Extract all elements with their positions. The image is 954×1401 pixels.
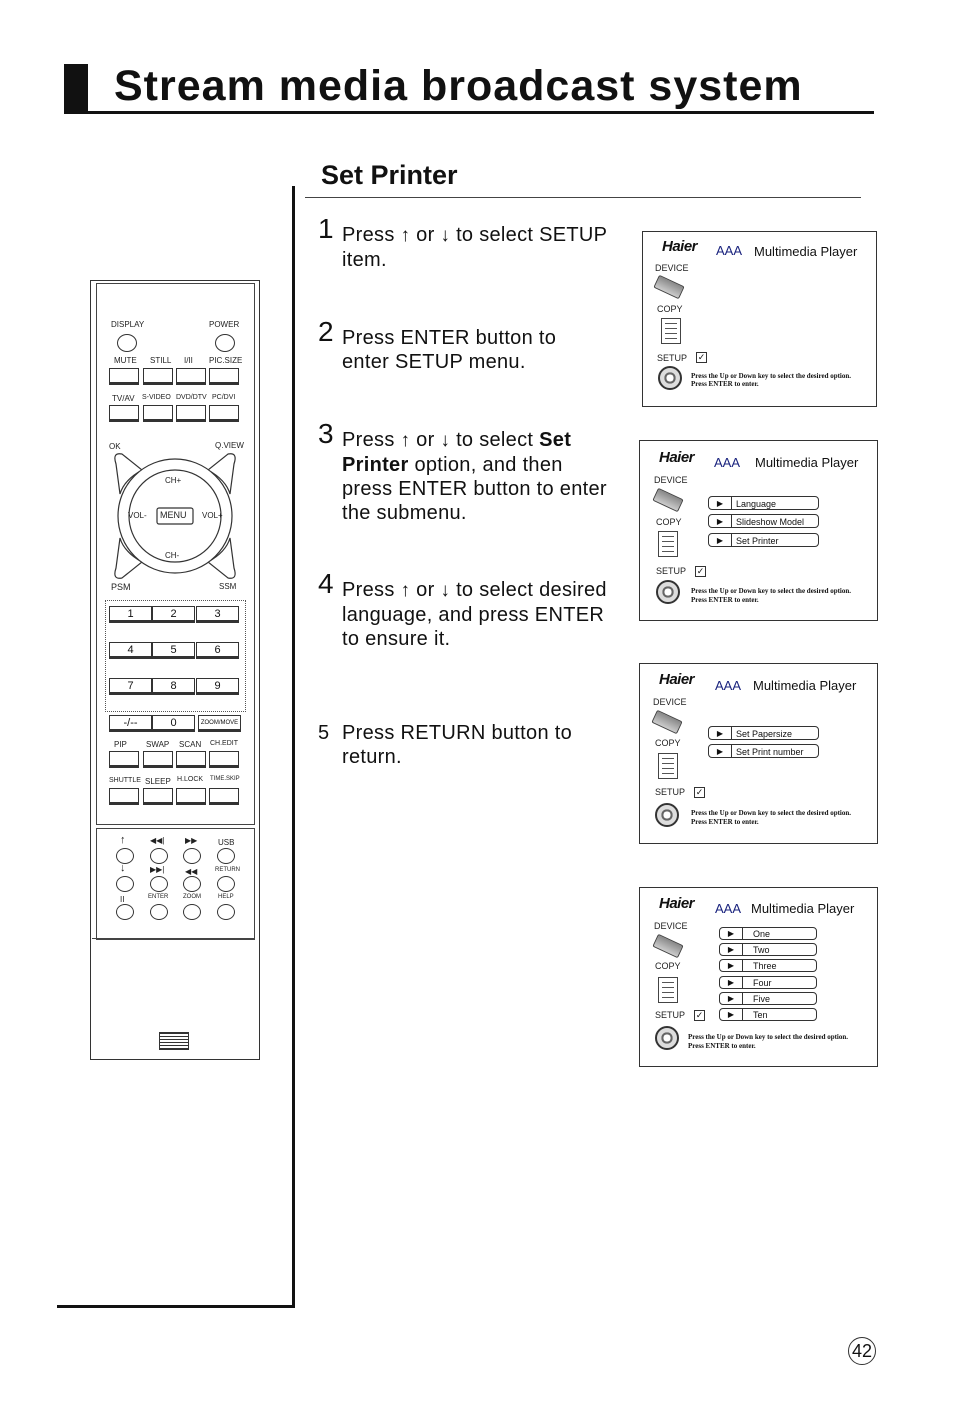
option-label: Set Print number (736, 747, 804, 757)
step-3 (318, 418, 608, 525)
number-5-button[interactable]: 5 (152, 642, 195, 659)
aaa-label: AAA (715, 678, 742, 693)
option-label: Three (753, 961, 777, 971)
setup-label: SETUP (655, 787, 686, 797)
copy-label: COPY (655, 738, 681, 748)
return-button[interactable] (217, 876, 235, 892)
aaa-label: AAA (715, 901, 742, 916)
dvddtv-button[interactable] (176, 405, 206, 422)
player-title: Multimedia Player (753, 678, 857, 693)
hlock-label: H.LOCK (177, 776, 204, 783)
timeskip-label: TIME.SKIP (210, 776, 240, 782)
scan-button[interactable] (176, 751, 206, 768)
option-label: Five (753, 994, 771, 1004)
option-label: One (753, 929, 771, 939)
vol-down-label: VOL- (128, 511, 147, 520)
down-arrow-icon: ↓ (440, 430, 451, 451)
up-arrow-icon: ↑ (400, 580, 411, 601)
setup-label: SETUP (656, 566, 687, 576)
step-text: to select SETUP item. (342, 224, 607, 271)
swap-label: SWAP (146, 740, 170, 749)
checkbox-icon: ✓ (696, 566, 705, 576)
return-label: RETURN (215, 867, 240, 873)
play-triangle-icon: ▶ (709, 497, 732, 509)
hint-line-1: Press the Up or Down key to select the desired option. (691, 372, 852, 380)
checkbox-icon: ✓ (697, 352, 706, 362)
step-number: 3 (318, 418, 334, 449)
player-title: Multimedia Player (754, 244, 858, 259)
hint-line-1: Press the Up or Down key to select the desired option. (691, 809, 852, 817)
digit-toggle-button[interactable]: -/-- (109, 715, 152, 732)
document-icon (658, 531, 678, 557)
copy-label: COPY (655, 961, 681, 971)
option-label: Four (753, 978, 772, 988)
menu-option-set-print-number[interactable] (708, 744, 819, 758)
timeskip-button[interactable] (209, 788, 239, 805)
up-arrow-icon: ↑ (120, 834, 126, 846)
device-label: DEVICE (655, 263, 689, 273)
number-6-button[interactable]: 6 (196, 642, 239, 659)
step-1 (318, 213, 608, 272)
option-label: Slideshow Model (736, 517, 805, 527)
power-label: POWER (209, 320, 240, 329)
i-ii-button[interactable] (176, 368, 206, 385)
sleep-label: SLEEP (145, 777, 171, 786)
enter-button[interactable] (150, 904, 168, 920)
menu-option-set-printer[interactable] (708, 533, 819, 547)
prev-button[interactable] (150, 848, 168, 864)
number-4-button[interactable]: 4 (109, 642, 152, 659)
usb-device-icon (652, 488, 683, 513)
step-text: Press ENTER button to enter SETUP menu. (342, 327, 557, 373)
aaa-label: AAA (716, 243, 743, 258)
step-5 (318, 721, 608, 769)
step-text: Press (342, 224, 395, 246)
header-block (64, 64, 88, 112)
copy-label: COPY (656, 517, 682, 527)
pause-icon: II (120, 895, 125, 904)
play-triangle-icon: ▶ (709, 534, 732, 546)
step-text: or (416, 579, 435, 601)
scan-label: SCAN (179, 740, 202, 749)
setup-label: SETUP (657, 353, 688, 363)
step-text: to select (456, 429, 534, 451)
ssm-label: SSM (219, 582, 237, 591)
pip-label: PIP (114, 740, 127, 749)
still-button[interactable] (143, 368, 173, 385)
hint-line-2: Press ENTER to enter. (688, 1042, 756, 1050)
step-number: 5 (318, 722, 330, 744)
usb-button[interactable] (217, 848, 235, 864)
menu-option-five[interactable] (719, 992, 817, 1005)
display-button[interactable] (117, 334, 137, 352)
header-rule (64, 111, 874, 114)
fast-forward-icon: ▶▶ (185, 836, 198, 845)
hlock-button[interactable] (176, 788, 206, 805)
step-number: 4 (318, 568, 334, 599)
chedit-button[interactable] (209, 751, 239, 768)
film-reel-icon (656, 580, 680, 604)
enter-label: ENTER (148, 894, 169, 900)
copy-label: COPY (657, 304, 683, 314)
step-2 (318, 316, 608, 374)
vertical-divider (292, 186, 295, 1308)
number-1-button[interactable]: 1 (109, 606, 152, 623)
usb-device-icon (653, 275, 684, 300)
haier-logo: Haier (659, 449, 695, 466)
rewind-icon: ◀◀ (185, 867, 198, 876)
psm-label: PSM (111, 582, 131, 592)
play-triangle-icon: ▶ (720, 944, 743, 955)
pcdvi-label: PC/DVI (212, 394, 236, 401)
skip-forward-icon: ▶▶| (150, 865, 165, 874)
screen-setup-submenu (639, 440, 878, 621)
number-9-button[interactable]: 9 (196, 678, 239, 695)
tvav-label: TV/AV (112, 394, 135, 403)
play-triangle-icon: ▶ (720, 928, 743, 939)
step-text: Press (342, 579, 395, 601)
section-rule (305, 197, 861, 198)
document-icon (658, 753, 678, 779)
step-text: to select desired language, and press ENTER to ensure it. (342, 579, 607, 650)
picsize-label: PIC.SIZE (209, 356, 243, 365)
menu-option-one[interactable] (719, 927, 817, 940)
player-title: Multimedia Player (751, 901, 855, 916)
menu-option-four[interactable] (719, 976, 817, 989)
dvddtv-label: DVD/DTV (176, 394, 207, 401)
hint-line-2: Press ENTER to enter. (691, 596, 759, 604)
svideo-label: S-VIDEO (142, 394, 171, 401)
skip-back-icon: ◀◀| (150, 836, 165, 845)
number-0-button[interactable]: 0 (152, 715, 195, 732)
film-reel-icon (655, 803, 679, 827)
hint-line-2: Press ENTER to enter. (691, 818, 759, 826)
help-button[interactable] (217, 904, 235, 920)
down-arrow-icon: ↓ (440, 580, 451, 601)
picsize-button[interactable] (209, 368, 239, 385)
i-ii-label: I/II (184, 356, 193, 365)
usb-device-icon (651, 710, 682, 735)
menu-option-slideshow-model[interactable] (708, 514, 819, 528)
play-triangle-icon: ▶ (709, 745, 732, 757)
svideo-button[interactable] (143, 405, 173, 422)
shuttle-button[interactable] (109, 788, 139, 805)
option-label: Ten (753, 1010, 768, 1020)
step-text: or (416, 429, 435, 451)
power-button[interactable] (215, 334, 235, 352)
next-button[interactable] (183, 848, 201, 864)
ch-up-label: CH+ (165, 476, 182, 485)
haier-logo: Haier (662, 238, 698, 255)
number-8-button[interactable]: 8 (152, 678, 195, 695)
number-3-button[interactable]: 3 (196, 606, 239, 623)
number-7-button[interactable]: 7 (109, 678, 152, 695)
usb-device-icon (652, 934, 683, 959)
skip-forward-button[interactable] (150, 876, 168, 892)
rewind-button[interactable] (183, 876, 201, 892)
haier-logo: Haier (659, 895, 695, 912)
film-reel-icon (658, 366, 682, 390)
step-text: or (416, 224, 435, 246)
bottom-divider (57, 1305, 295, 1308)
play-triangle-icon: ▶ (709, 515, 732, 527)
hint-line-1: Press the Up or Down key to select the desired option. (691, 587, 852, 595)
film-reel-icon (655, 1026, 679, 1050)
player-title: Multimedia Player (755, 455, 859, 470)
remote-sensor-grille (159, 1032, 189, 1050)
sleep-button[interactable] (143, 788, 173, 805)
play-triangle-icon: ▶ (709, 727, 732, 739)
ch-down-label: CH- (165, 551, 180, 560)
play-triangle-icon: ▶ (720, 960, 743, 971)
menu-option-language[interactable] (708, 496, 819, 510)
menu-option-ten[interactable] (719, 1008, 817, 1021)
option-label: Set Papersize (736, 729, 793, 739)
document-icon (658, 977, 678, 1003)
pip-button[interactable] (109, 751, 139, 768)
ok-label: OK (109, 442, 121, 451)
play-triangle-icon: ▶ (720, 1009, 743, 1020)
zoom-label: ZOOM (183, 894, 201, 900)
qview-label: Q.VIEW (215, 441, 244, 450)
mute-label: MUTE (114, 356, 137, 365)
screen-print-number-menu (639, 887, 878, 1067)
screen-setup-menu (642, 231, 877, 407)
number-2-button[interactable]: 2 (152, 606, 195, 623)
option-label: Language (736, 499, 777, 509)
pcdvi-button[interactable] (209, 405, 239, 422)
swap-button[interactable] (143, 751, 173, 768)
device-label: DEVICE (654, 475, 688, 485)
menu-option-set-papersize[interactable] (708, 726, 819, 740)
checkbox-icon: ✓ (695, 1010, 704, 1020)
tvav-button[interactable] (109, 405, 139, 422)
checkbox-icon: ✓ (695, 787, 704, 797)
zoommove-button[interactable]: ZOOM/MOVE (198, 715, 241, 732)
option-label: Two (753, 945, 770, 955)
play-triangle-icon: ▶ (720, 993, 743, 1004)
section-title: Set Printer (321, 160, 458, 190)
aaa-label: AAA (714, 455, 741, 470)
up-arrow-icon: ↑ (400, 225, 411, 246)
play-triangle-icon: ▶ (720, 977, 743, 988)
page-number: 42 (848, 1337, 876, 1365)
haier-logo: Haier (659, 671, 695, 688)
step-4 (318, 568, 608, 651)
down-arrow-icon: ↓ (120, 862, 126, 874)
display-label: DISPLAY (111, 320, 145, 329)
up-arrow-icon: ↑ (400, 430, 411, 451)
step-text: Press RETURN button to return. (342, 722, 573, 768)
step-number: 1 (318, 213, 334, 244)
chedit-label: CH.EDIT (210, 740, 238, 747)
step-text: Press (342, 429, 395, 451)
step-text: option, and then press ENTER button to enter the submenu. (342, 454, 607, 524)
document-icon (661, 318, 681, 344)
option-label: Set Printer (736, 536, 779, 546)
usb-label: USB (218, 838, 235, 847)
step-bold-text: Set Printer (342, 429, 572, 476)
hint-line-1: Press the Up or Down key to select the desired option. (688, 1033, 849, 1041)
menu-option-two[interactable] (719, 943, 817, 956)
mute-button[interactable] (109, 368, 139, 385)
help-label: HELP (218, 894, 234, 900)
vol-up-label: VOL+ (202, 511, 223, 520)
device-label: DEVICE (654, 921, 688, 931)
down-arrow-icon: ↓ (440, 225, 451, 246)
device-label: DEVICE (653, 697, 687, 707)
hint-line-2: Press ENTER to enter. (691, 380, 759, 388)
step-number: 2 (318, 316, 334, 347)
page-title: Stream media broadcast system (114, 62, 803, 110)
still-label: STILL (150, 356, 172, 365)
shuttle-label: SHUTTLE (109, 777, 141, 784)
menu-option-three[interactable] (719, 959, 817, 972)
screen-set-printer-menu (639, 663, 878, 844)
zoom-button[interactable] (183, 904, 201, 920)
setup-label: SETUP (655, 1010, 686, 1020)
pause-button[interactable] (116, 904, 134, 920)
menu-label: MENU (160, 510, 187, 520)
down-button[interactable] (116, 876, 134, 892)
